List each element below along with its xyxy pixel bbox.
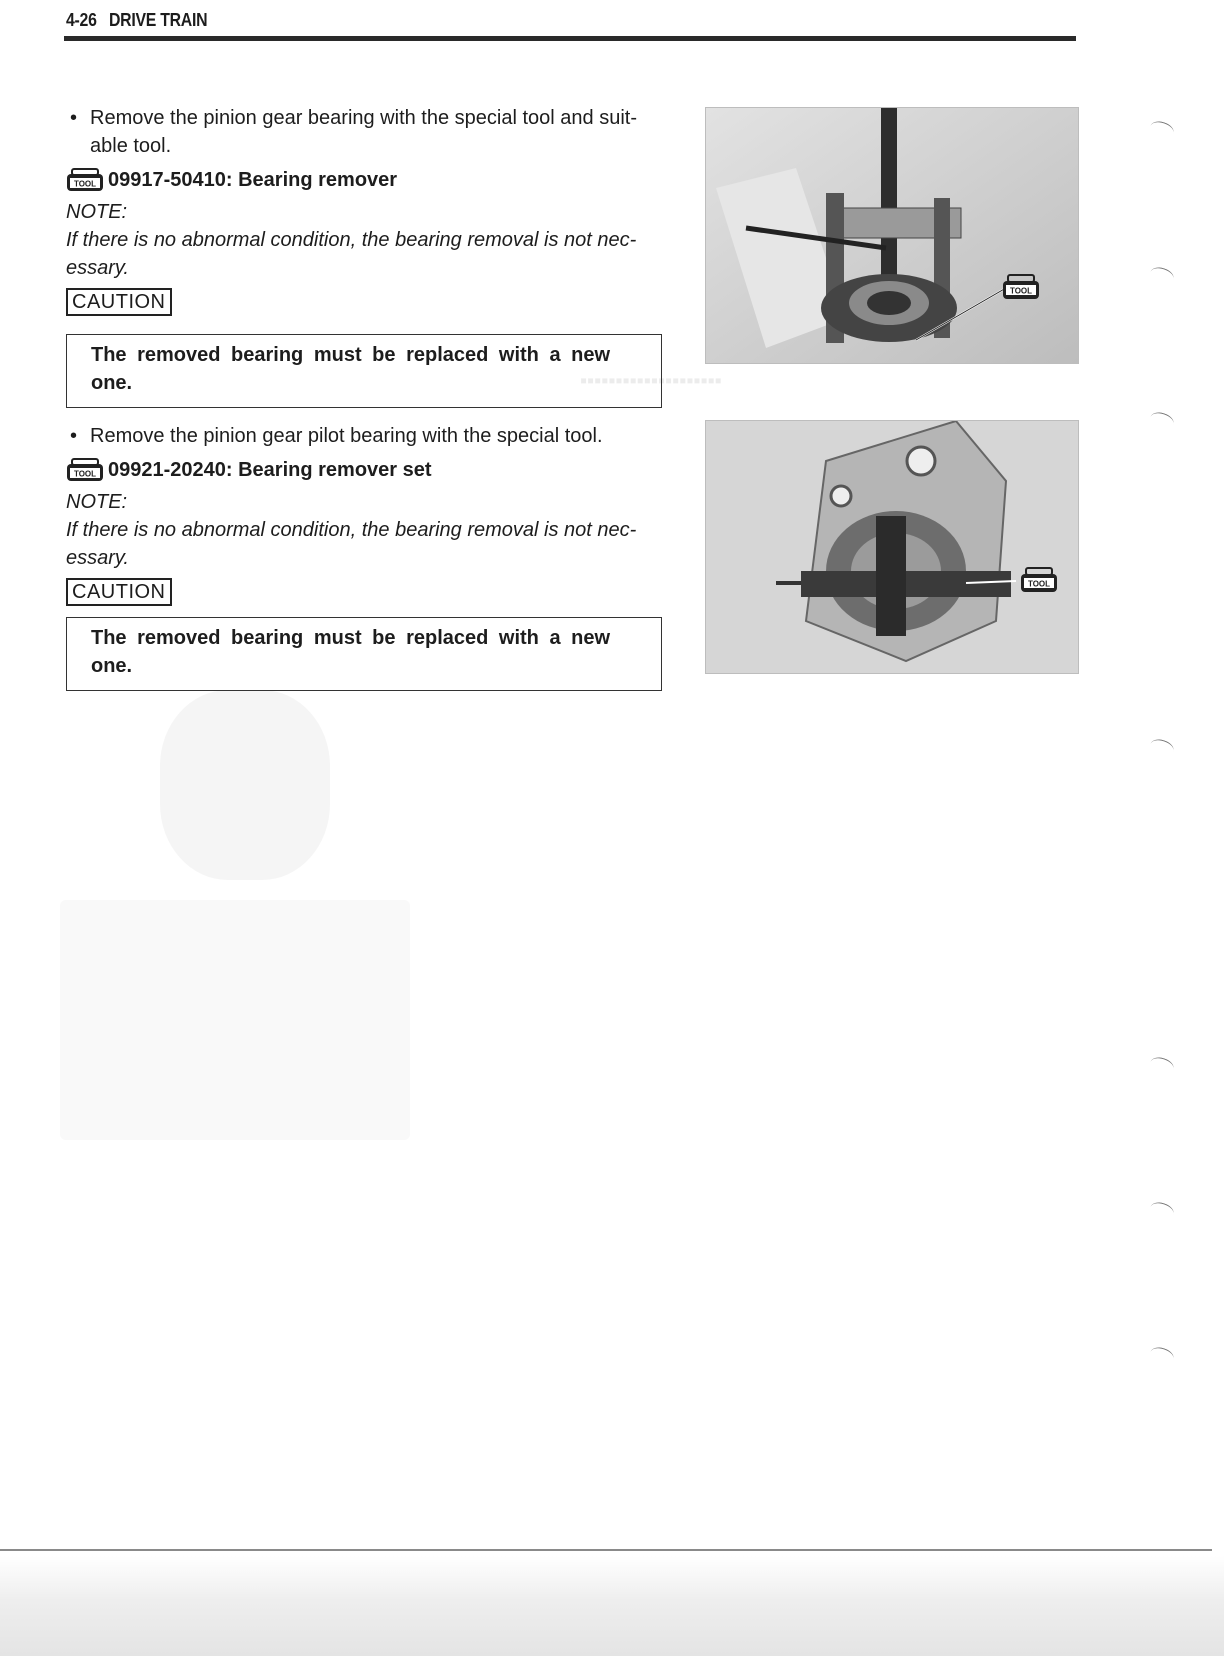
note-label: NOTE:	[66, 491, 128, 513]
step-2	[66, 422, 676, 606]
show-through-text: ▪▪▪▪▪▪▪▪▪▪▪▪▪▪▪▪▪▪▪▪	[580, 370, 722, 392]
instruction-line: Remove the pinion gear pilot bearing with the special tool.	[90, 425, 603, 447]
note-line: essary.	[66, 257, 129, 279]
caution-box	[66, 617, 662, 691]
caution-line: The removed bearing must be replaced with a new	[91, 344, 611, 366]
instruction	[66, 104, 676, 160]
bullet-icon: •	[70, 107, 78, 129]
svg-text:TOOL: TOOL	[73, 469, 97, 479]
binding-mark	[1148, 1055, 1175, 1077]
tool-box-icon	[66, 458, 104, 482]
caution-box	[66, 334, 662, 408]
svg-text:TOOL: TOOL	[1009, 286, 1033, 296]
page-header	[66, 10, 207, 31]
binding-mark	[1148, 119, 1175, 141]
header-rule	[64, 36, 1076, 41]
tool-box-icon	[66, 168, 104, 192]
caution-line: The removed bearing must be replaced with a new	[91, 627, 611, 649]
section-title: DRIVE TRAIN	[108, 10, 208, 30]
show-through-image	[60, 900, 410, 1140]
photo-pilot-bearing	[705, 420, 1079, 674]
note-line: essary.	[66, 547, 129, 569]
binding-mark	[1148, 737, 1175, 759]
page-bottom-edge	[0, 1549, 1212, 1551]
page-number: 4-26	[66, 10, 97, 30]
binding-mark	[1148, 1200, 1175, 1222]
step-1	[66, 104, 676, 316]
binding-mark	[1148, 265, 1175, 287]
note-text	[66, 226, 676, 282]
photo-bearing-remover	[705, 107, 1079, 364]
svg-text:TOOL: TOOL	[1027, 579, 1051, 589]
caution-line: one.	[91, 372, 133, 394]
instruction	[66, 422, 676, 450]
tool-name: 09917-50410: Bearing remover	[108, 169, 398, 191]
caution-line: one.	[91, 655, 133, 677]
instruction-line: able tool.	[90, 135, 172, 157]
show-through-image	[160, 690, 330, 880]
tool-box-icon	[1020, 567, 1058, 598]
binding-mark	[1148, 410, 1175, 432]
note-line: If there is no abnormal condition, the bearing removal is not nec-	[66, 229, 637, 251]
note-line: If there is no abnormal condition, the bearing removal is not nec-	[66, 519, 637, 541]
special-tool	[66, 166, 676, 194]
tool-name: 09921-20240: Bearing remover set	[108, 459, 432, 481]
tool-box-icon	[1002, 274, 1040, 305]
page-shadow	[0, 1556, 1224, 1656]
bullet-icon: •	[70, 425, 78, 447]
note-label: NOTE:	[66, 201, 128, 223]
caution-label: CAUTION	[66, 578, 172, 606]
binding-mark	[1148, 1345, 1175, 1367]
note-text	[66, 516, 676, 572]
instruction-line: Remove the pinion gear bearing with the special tool and suit-	[90, 107, 637, 129]
svg-text:TOOL: TOOL	[73, 179, 97, 189]
special-tool	[66, 456, 676, 484]
caution-label: CAUTION	[66, 288, 172, 316]
